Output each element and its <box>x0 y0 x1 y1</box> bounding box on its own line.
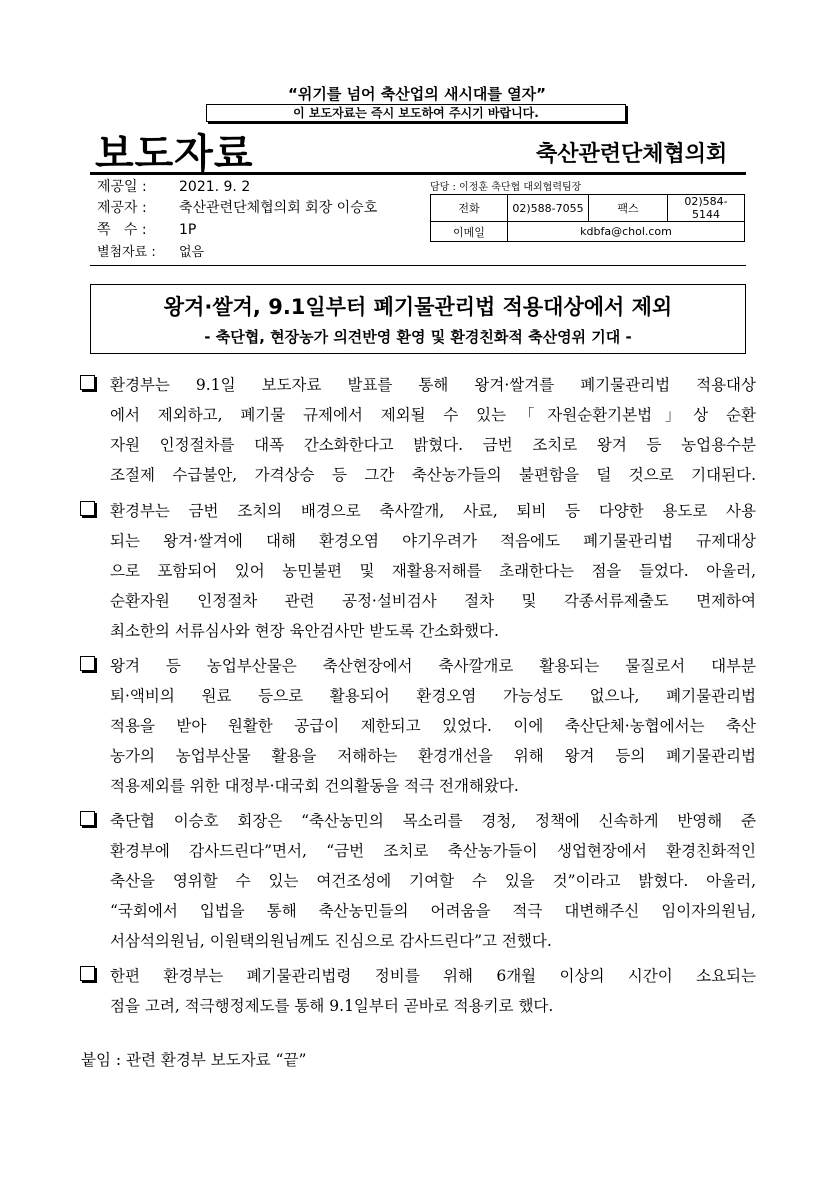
header-divider <box>90 172 746 175</box>
paragraph-line: 적용제외를 위한 대정부·대국회 건의활동을 적극 전개해왔다. <box>110 777 519 795</box>
meta-provider <box>97 197 377 217</box>
paragraph-line: 환경부는 금번 조치의 배경으로 축사깔개, 사료, 퇴비 등 다양한 용도로 사용 <box>110 502 756 520</box>
checkbox-bullet-icon <box>80 501 95 516</box>
paragraph-line: 되는 왕겨·쌀겨에 대해 환경오염 야기우려가 적음에도 폐기물관리법 규제대상 <box>110 532 756 550</box>
paragraph-line: 최소한의 서류심사와 현장 육안검사만 받도록 간소화했다. <box>110 622 499 640</box>
fax-label: 팩스 <box>589 195 668 222</box>
paragraph-line: 농가의 농업부산물 활용을 저해하는 환경개선을 위해 왕겨 등의 폐기물관리법 <box>110 747 756 765</box>
meta-provider-value: 축산관련단체협의회 회장 이승호 <box>179 200 378 216</box>
paragraph-line: 점을 고려, 적극행정제도를 통해 9.1일부터 곧바로 적용키로 했다. <box>110 997 554 1015</box>
paragraph-text <box>110 961 756 1021</box>
meta-pages <box>97 219 196 239</box>
paragraph-line: 축산을 영위할 수 있는 여건조성에 기여할 수 있을 것”이라고 밝혔다. 아울러, <box>110 872 756 890</box>
headline-title: 왕겨·쌀겨, 9.1일부터 폐기물관리법 적용대상에서 제외 <box>163 295 673 319</box>
meta-attachment <box>97 241 204 260</box>
paragraph-line: 에서 제외하고, 폐기물 규제에서 제외될 수 있는「자원순환기본법」상 순환 <box>110 406 756 424</box>
meta-attachment-value: 없음 <box>179 245 205 260</box>
meta-pages-label: 쪽 수 : <box>97 222 147 238</box>
paragraph-text <box>110 651 756 801</box>
meta-divider <box>90 265 746 266</box>
paragraph-line: 으로 포함되어 있어 농민불편 및 재활용저해를 초래한다는 점을 들었다. 아울러, <box>110 562 756 580</box>
slogan: “위기를 넘어 축산업의 새시대를 열자” <box>288 85 546 103</box>
contact-table <box>430 194 745 242</box>
org-name: 축산관련단체협의회 <box>536 142 728 167</box>
meta-date-value: 2021. 9. 2 <box>179 179 251 195</box>
doc-title: 보도자료 <box>95 131 254 177</box>
paragraph-line: 왕겨 등 농업부산물은 축산현장에서 축사깔개로 활용되는 물질로서 대부분 <box>110 657 756 675</box>
paragraph-text <box>110 806 756 956</box>
meta-pages-value: 1P <box>179 222 197 238</box>
paragraph-text <box>110 370 756 490</box>
paragraph-line: 퇴·액비의 원료 등으로 활용되어 환경오염 가능성도 없으나, 폐기물관리법 <box>110 687 756 705</box>
email-value[interactable]: kdbfa@chol.com <box>508 222 745 242</box>
meta-provider-label: 제공자 : <box>97 200 147 216</box>
checkbox-bullet-icon <box>80 811 95 826</box>
headline-box <box>90 284 746 354</box>
paragraph-line: 축단협 이승호 회장은 “축산농민의 목소리를 경청, 정책에 신속하게 반영해 준 <box>110 812 756 830</box>
paragraph-line: 환경부에 감사드린다”면서, “금번 조치로 축산농가들이 생업현장에서 환경친화적인 <box>110 842 756 860</box>
phone-value: 02)588-7055 <box>508 195 589 222</box>
paragraph-line: 환경부는 9.1일 보도자료 발표를 통해 왕겨·쌀겨를 폐기물관리법 적용대상 <box>110 376 756 394</box>
paragraph-line: 서삼석의원님, 이원택의원님께도 진심으로 감사드린다”고 전했다. <box>110 932 552 950</box>
paragraph-line: 한편 환경부는 폐기물관리법령 정비를 위해 6개월 이상의 시간이 소요되는 <box>110 967 756 985</box>
paragraph-line: 적용을 받아 원활한 공급이 제한되고 있었다. 이에 축산단체·농협에서는 축산 <box>110 717 756 735</box>
paragraph-line: “국회에서 입법을 통해 축산농민들의 어려움을 적극 대변해주신 임이자의원님, <box>110 902 756 920</box>
paragraph-text <box>110 496 756 646</box>
meta-attachment-label: 별첨자료 : <box>97 245 156 260</box>
immediate-release-notice: 이 보도자료는 즉시 보도하여 주시기 바랍니다. <box>206 104 626 122</box>
checkbox-bullet-icon <box>80 375 95 390</box>
checkbox-bullet-icon <box>80 656 95 671</box>
paragraph-line: 순환자원 인정절차 관련 공정·설비검사 절차 및 각종서류제출도 면제하여 <box>110 592 756 610</box>
fax-value: 02)584-5144 <box>668 195 745 222</box>
email-label: 이메일 <box>431 222 508 242</box>
paragraph-line: 조절제 수급불안, 가격상승 등 그간 축산농가들의 불편함을 덜 것으로 기대된다. <box>110 466 756 484</box>
meta-date-label: 제공일 : <box>97 179 147 195</box>
headline-subtitle: - 축단협, 현장농가 의견반영 환영 및 환경친화적 축산영위 기대 - <box>204 328 632 346</box>
contact-person: 담당 : 이정훈 축단협 대외협력팀장 <box>430 182 582 193</box>
meta-date <box>97 176 250 196</box>
phone-label: 전화 <box>431 195 508 222</box>
checkbox-bullet-icon <box>80 966 95 981</box>
paragraph-line: 자원 인정절차를 대폭 간소화한다고 밝혔다. 금번 조치로 왕겨 등 농업용수분 <box>110 436 756 454</box>
attachment-note: 붙임 : 관련 환경부 보도자료 “끝” <box>81 1051 307 1069</box>
